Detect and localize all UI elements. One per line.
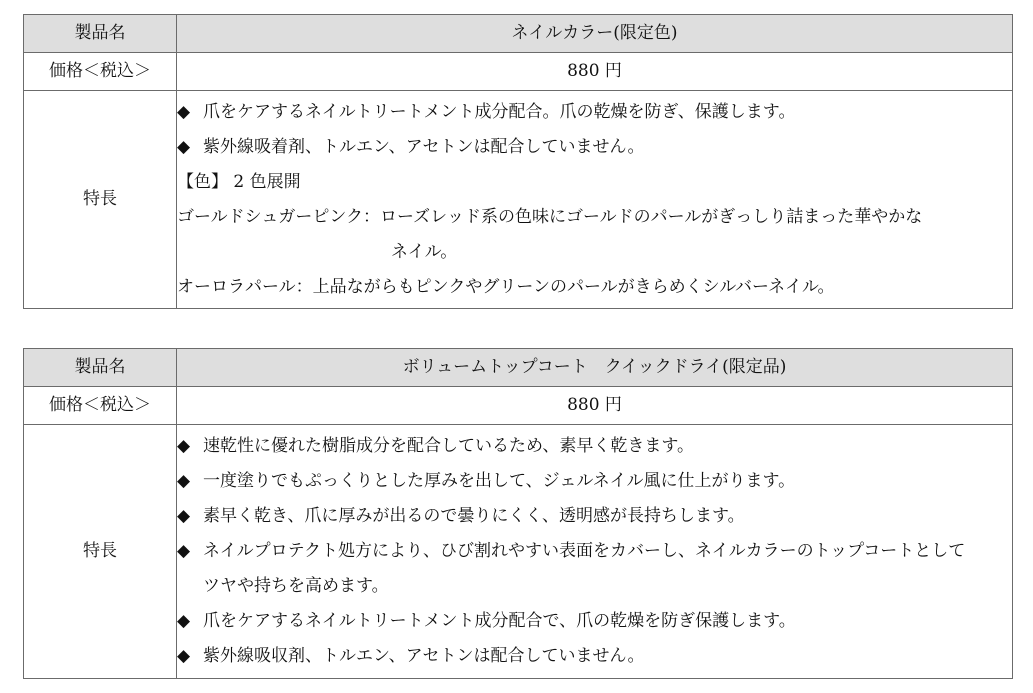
- color-item-1-line2: ネイル。: [391, 241, 458, 262]
- product-name-label: 製品名: [24, 349, 177, 387]
- features-row: [24, 425, 1013, 679]
- price-value: 880 円: [177, 53, 1013, 91]
- feature-item: [177, 639, 1012, 674]
- diamond-bullet-icon: ◆: [177, 506, 191, 526]
- feature-item: [177, 499, 1012, 534]
- price-value: 880 円: [177, 387, 1013, 425]
- features-list: [177, 91, 1013, 309]
- diamond-bullet-icon: ◆: [177, 101, 191, 122]
- feature-text: 紫外線吸収剤、トルエン、アセトンは配合していません。: [203, 646, 645, 666]
- product-name-value: ボリュームトップコート クイックドライ(限定品): [177, 349, 1013, 387]
- feature-text: 爪をケアするネイルトリートメント成分配合。爪の乾燥を防ぎ、保護します。: [203, 101, 796, 122]
- price-row: [24, 53, 1013, 91]
- feature-item: [177, 464, 1012, 499]
- color-item-1-line1: ゴールドシュガーピンク：ローズレッド系の色味にゴールドのパールがぎっしり詰まった華やかな: [177, 206, 923, 227]
- feature-text: 一度塗りでもぷっくりとした厚みを出して、ジェルネイル風に仕上がります。: [203, 471, 796, 491]
- diamond-bullet-icon: ◆: [177, 611, 191, 631]
- feature-text: 素早く乾き、爪に厚みが出るので曇りにくく、透明感が長持ちします。: [203, 506, 745, 526]
- product-name-row: [24, 349, 1013, 387]
- features-label: 特長: [24, 91, 177, 309]
- product-name-row: [24, 15, 1013, 53]
- price-row: [24, 387, 1013, 425]
- product-name-label: 製品名: [24, 15, 177, 53]
- product-name-value: ネイルカラー(限定色): [177, 15, 1013, 53]
- feature-item: [177, 534, 1012, 569]
- price-label: 価格＜税込＞: [24, 387, 177, 425]
- diamond-bullet-icon: ◆: [177, 436, 191, 456]
- diamond-bullet-icon: ◆: [177, 136, 191, 157]
- product-table-2: [23, 348, 1013, 679]
- price-label: 価格＜税込＞: [24, 53, 177, 91]
- diamond-bullet-icon: ◆: [177, 646, 191, 666]
- feature-text: 爪をケアするネイルトリートメント成分配合で、爪の乾燥を防ぎ保護します。: [203, 611, 796, 631]
- feature-text: 速乾性に優れた樹脂成分を配合しているため、素早く乾きます。: [203, 436, 694, 456]
- color-item-2-line1: オーロラパール：上品ながらもピンクやグリーンのパールがきらめくシルバーネイル。: [177, 276, 835, 297]
- color-heading: 【色】 2 色展開: [177, 171, 301, 192]
- features-row: [24, 91, 1013, 309]
- feature-text: 紫外線吸着剤、トルエン、アセトンは配合していません。: [203, 136, 645, 157]
- feature-item: [177, 95, 1012, 130]
- feature-item-continuation: ツヤや持ちを高めます。: [203, 576, 389, 596]
- feature-item: [177, 604, 1012, 639]
- diamond-bullet-icon: ◆: [177, 471, 191, 491]
- product-table-1: [23, 14, 1013, 309]
- diamond-bullet-icon: ◆: [177, 541, 191, 561]
- features-list: [177, 425, 1013, 679]
- feature-text: ネイルプロテクト処方により、ひび割れやすい表面をカバーし、ネイルカラーのトップコートとして: [203, 541, 966, 561]
- feature-item: [177, 130, 1012, 165]
- features-label: 特長: [24, 425, 177, 679]
- feature-item: [177, 429, 1012, 464]
